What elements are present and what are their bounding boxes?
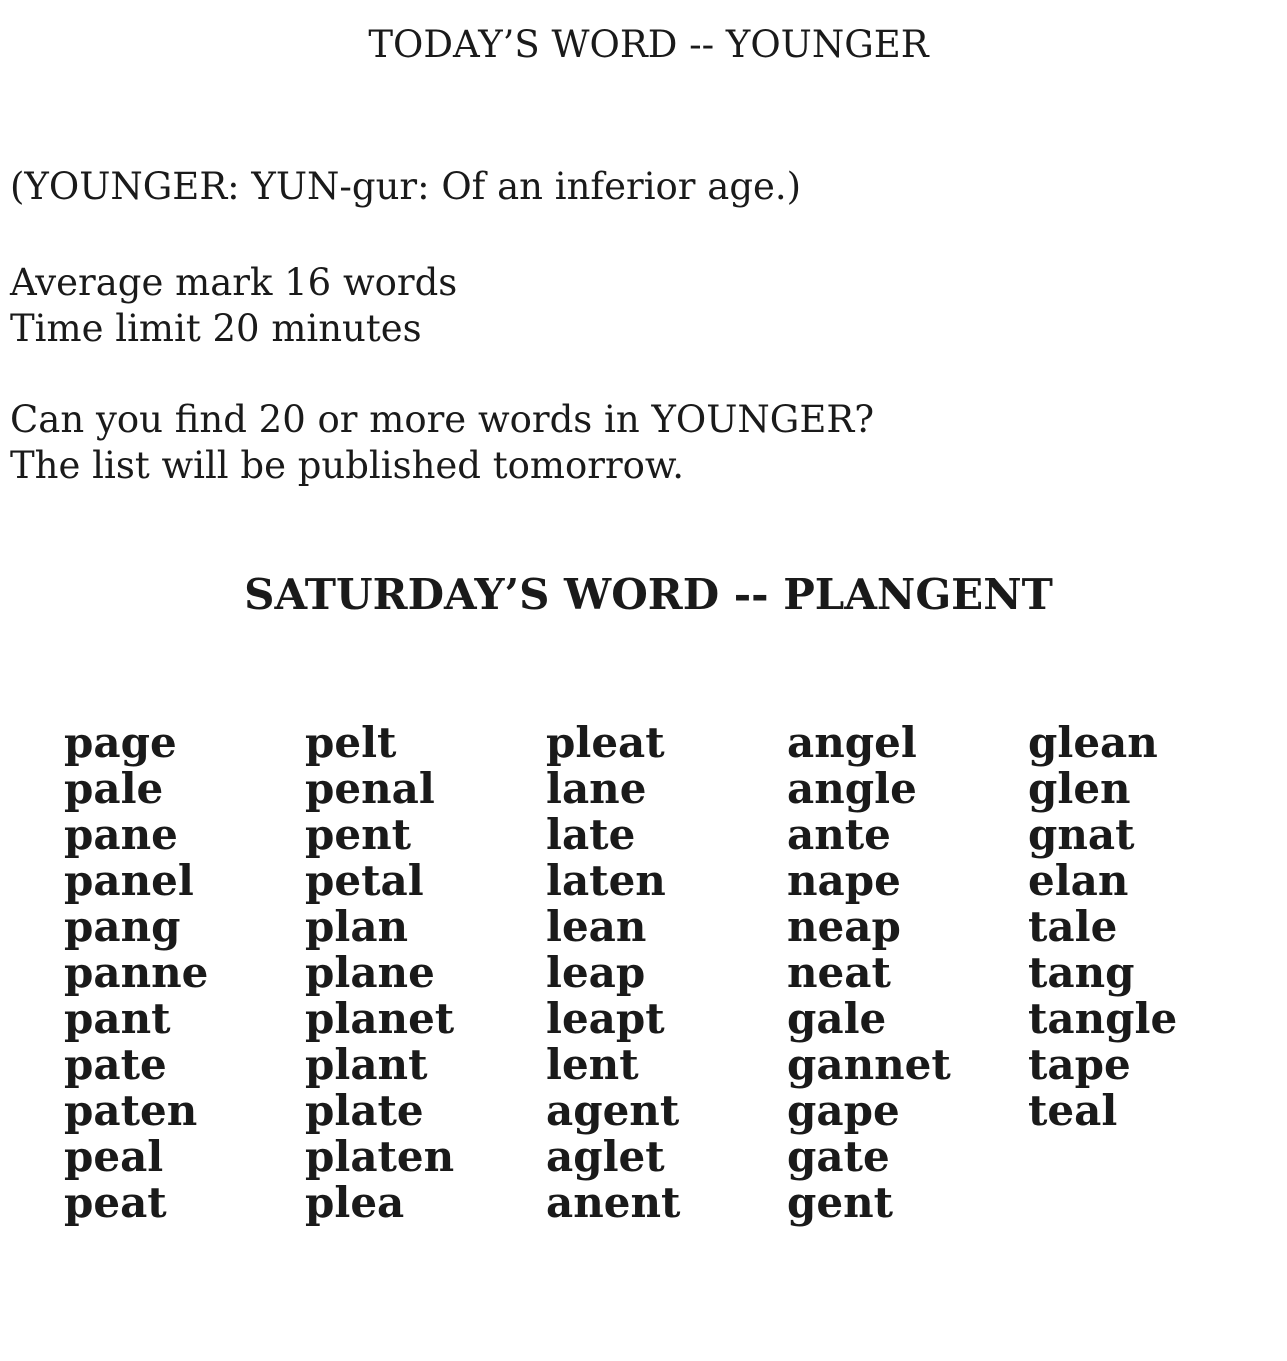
solution-word: petal xyxy=(305,856,424,905)
solution-word: neat xyxy=(787,948,891,997)
solution-word: plan xyxy=(305,902,409,951)
todays-word-title: TODAY’S WORD -- YOUNGER xyxy=(368,23,929,66)
word-definition: (YOUNGER: YUN-gur: Of an inferior age.) xyxy=(10,165,802,208)
publish-note: The list will be published tomorrow. xyxy=(10,444,684,487)
puzzle-info xyxy=(10,260,457,352)
average-mark: Average mark 16 words xyxy=(10,261,458,304)
solution-word: neap xyxy=(787,902,901,951)
solution-word: tape xyxy=(1028,1040,1131,1089)
solution-word: platen xyxy=(305,1132,455,1181)
solution-word: gape xyxy=(787,1086,900,1135)
word-column xyxy=(546,720,787,1226)
solution-word: plate xyxy=(305,1086,424,1135)
solution-word: pale xyxy=(64,764,164,813)
solution-word: plane xyxy=(305,948,435,997)
solution-word: angle xyxy=(787,764,917,813)
word-column xyxy=(787,720,1028,1226)
solution-word: teal xyxy=(1028,1086,1118,1135)
solution-word: tangle xyxy=(1028,994,1178,1043)
solution-word: lent xyxy=(546,1040,639,1089)
word-column xyxy=(1028,720,1269,1226)
solution-word: plea xyxy=(305,1178,405,1227)
solution-word: gent xyxy=(787,1178,894,1227)
solution-word: plant xyxy=(305,1040,428,1089)
solution-word: planet xyxy=(305,994,455,1043)
solution-word: peat xyxy=(64,1178,167,1227)
solution-word: anent xyxy=(546,1178,681,1227)
solution-word: agent xyxy=(546,1086,680,1135)
saturdays-word-title: SATURDAY’S WORD -- PLANGENT xyxy=(244,570,1053,619)
solution-word: pent xyxy=(305,810,412,859)
solution-word: panel xyxy=(64,856,194,905)
solution-word: panne xyxy=(64,948,209,997)
solution-word: elan xyxy=(1028,856,1129,905)
challenge-question: Can you find 20 or more words in YOUNGER? xyxy=(10,398,875,441)
solution-word: ante xyxy=(787,810,891,859)
solution-word: penal xyxy=(305,764,435,813)
word-column xyxy=(305,720,546,1226)
solution-word: gannet xyxy=(787,1040,951,1089)
time-limit: Time limit 20 minutes xyxy=(10,307,422,350)
solution-word: tang xyxy=(1028,948,1135,997)
challenge-text xyxy=(10,397,874,489)
solution-word: pate xyxy=(64,1040,167,1089)
solution-word: late xyxy=(546,810,636,859)
solution-word: nape xyxy=(787,856,901,905)
solution-word-list xyxy=(64,720,1269,1226)
word-column xyxy=(64,720,305,1226)
solution-word: pelt xyxy=(305,718,397,767)
solution-word: lane xyxy=(546,764,647,813)
solution-word: leapt xyxy=(546,994,665,1043)
solution-word: pang xyxy=(64,902,181,951)
solution-word: peal xyxy=(64,1132,164,1181)
solution-word: gate xyxy=(787,1132,890,1181)
solution-word: paten xyxy=(64,1086,198,1135)
solution-word: pleat xyxy=(546,718,665,767)
solution-word: glen xyxy=(1028,764,1131,813)
solution-word: gnat xyxy=(1028,810,1135,859)
solution-word: leap xyxy=(546,948,646,997)
solution-word: angel xyxy=(787,718,917,767)
solution-word: pane xyxy=(64,810,178,859)
solution-word: laten xyxy=(546,856,666,905)
solution-word: tale xyxy=(1028,902,1118,951)
solution-word: aglet xyxy=(546,1132,665,1181)
solution-word: lean xyxy=(546,902,647,951)
solution-word: glean xyxy=(1028,718,1158,767)
solution-word: pant xyxy=(64,994,171,1043)
solution-word: gale xyxy=(787,994,887,1043)
solution-word: page xyxy=(64,718,177,767)
